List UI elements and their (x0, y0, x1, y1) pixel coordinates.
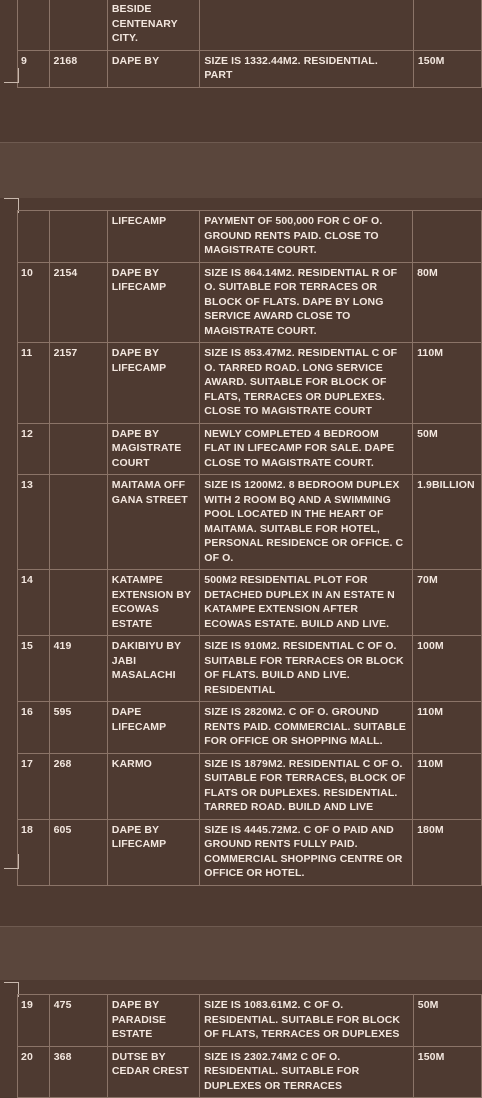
table-row (18, 475, 482, 570)
plot-number-cell (49, 570, 107, 636)
price-cell: 50M (413, 423, 482, 475)
plot-number-cell (49, 211, 107, 263)
price-cell: 100M (413, 636, 482, 702)
serial-number-cell: 14 (18, 570, 50, 636)
plot-number-cell: 605 (49, 819, 107, 885)
location-cell: DAPE LIFECAMP (107, 702, 200, 754)
price-cell: 1.9BILLION (413, 475, 482, 570)
serial-number-cell: 20 (18, 1046, 50, 1098)
price-cell: 110M (413, 702, 482, 754)
price-cell: 80M (413, 262, 482, 343)
page-gap (0, 926, 482, 981)
plot-number-cell: 268 (49, 753, 107, 819)
location-cell: MAITAMA OFF GANA STREET (107, 475, 200, 570)
plot-number-cell: 2154 (49, 262, 107, 343)
plot-number-cell (49, 475, 107, 570)
serial-number-cell (18, 211, 50, 263)
serial-number-cell: 9 (18, 50, 50, 87)
page-gap (0, 142, 482, 199)
price-cell: 50M (413, 995, 481, 1047)
table-row (18, 211, 482, 263)
serial-number-cell (18, 0, 50, 50)
serial-number-cell: 15 (18, 636, 50, 702)
price-cell: 150M (413, 1046, 481, 1098)
location-cell: DAPE BY MAGISTRATE COURT (107, 423, 200, 475)
table-row (18, 423, 482, 475)
description-cell: SIZE IS 910M2. RESIDENTIAL C OF O. SUITABLE FOR TERRACES OR BLOCK OF FLATS. BUILD AND LIVE. RESIDENTIAL (200, 636, 413, 702)
description-cell: SIZE IS 4445.72M2. C OF O PAID AND GROUND RENTS FULLY PAID. COMMERCIAL SHOPPING CENTRE OR OFFICE OR HOTEL. (200, 819, 413, 885)
serial-number-cell: 13 (18, 475, 50, 570)
table-row (18, 753, 482, 819)
location-cell: DUTSE BY CEDAR CREST (107, 1046, 199, 1098)
price-cell: 150M (413, 50, 481, 87)
table-row (18, 1046, 482, 1098)
location-cell: DAPE BY LIFECAMP (107, 819, 200, 885)
plot-number-cell (49, 423, 107, 475)
page-block-middle (0, 198, 482, 879)
page-corner-mark (4, 68, 19, 83)
price-cell: 110M (413, 343, 482, 424)
plot-number-cell: 419 (49, 636, 107, 702)
description-cell: SIZE IS 2302.74M2 C OF O. RESIDENTIAL. SUITABLE FOR DUPLEXES OR TERRACES (200, 1046, 414, 1098)
price-cell: 70M (413, 570, 482, 636)
table-row (18, 0, 482, 50)
description-cell: SIZE IS 1200M2. 8 BEDROOM DUPLEX WITH 2 ROOM BQ AND A SWIMMING POOL LOCATED IN THE HEART OF MAITAMA. SUITABLE FOR HOTEL, PERSONAL RESIDENCE OR OFFICE. C OF O. (200, 475, 413, 570)
plot-number-cell: 595 (49, 702, 107, 754)
description-cell: SIZE IS 1083.61M2. C OF O. RESIDENTIAL. SUITABLE FOR BLOCK OF FLATS, TERRACES OR DUPLEXES (200, 995, 414, 1047)
price-cell (413, 0, 481, 50)
location-cell: DAKIBIYU BY JABI MASALACHI (107, 636, 200, 702)
price-cell: 110M (413, 753, 482, 819)
table-row (18, 262, 482, 343)
location-cell: KATAMPE EXTENSION BY ECOWAS ESTATE (107, 570, 200, 636)
location-cell: KARMO (107, 753, 200, 819)
location-cell: DAPE BY PARADISE ESTATE (107, 995, 199, 1047)
description-cell: 500M2 RESIDENTIAL PLOT FOR DETACHED DUPLEX IN AN ESTATE N KATAMPE EXTENSION AFTER ECOWAS ESTATE. BUILD AND LIVE. (200, 570, 413, 636)
price-cell: 180M (413, 819, 482, 885)
serial-number-cell: 10 (18, 262, 50, 343)
table-row (18, 343, 482, 424)
description-cell: SIZE IS 853.47M2. RESIDENTIAL C OF O. TARRED ROAD. LONG SERVICE AWARD. SUITABLE FOR BLOCK OF FLATS, TERRACES OR DUPLEXES. CLOSE TO MAGISTRATE COURT (200, 343, 413, 424)
serial-number-cell: 11 (18, 343, 50, 424)
description-cell: SIZE IS 2820M2. C OF O. GROUND RENTS PAID. COMMERCIAL. SUITABLE FOR OFFICE OR SHOPPING MALL. (200, 702, 413, 754)
serial-number-cell: 16 (18, 702, 50, 754)
description-cell: NEWLY COMPLETED 4 BEDROOM FLAT IN LIFECAMP FOR SALE. DAPE CLOSE TO MAGISTRATE COURT. (200, 423, 413, 475)
listing-table (17, 0, 482, 88)
page-block-top (0, 0, 482, 86)
location-cell: BESIDE CENTENARY CITY. (107, 0, 200, 50)
table-row (18, 702, 482, 754)
table-row (18, 636, 482, 702)
description-cell (200, 0, 414, 50)
table-row (18, 570, 482, 636)
location-cell: DAPE BY LIFECAMP (107, 262, 200, 343)
description-cell: SIZE IS 1332.44M2. RESIDENTIAL. PART (200, 50, 414, 87)
plot-number-cell (49, 0, 107, 50)
serial-number-cell: 18 (18, 819, 50, 885)
plot-number-cell: 2157 (49, 343, 107, 424)
price-cell (413, 211, 482, 263)
page-block-bottom (0, 980, 482, 1092)
description-cell: SIZE IS 864.14M2. RESIDENTIAL R OF O. SUITABLE FOR TERRACES OR BLOCK OF FLATS. DAPE BY LONG SERVICE AWARD CLOSE TO MAGISTRATE COURT. (200, 262, 413, 343)
table-row (18, 819, 482, 885)
listing-table (17, 210, 482, 886)
table-row (18, 995, 482, 1047)
table-row (18, 50, 482, 87)
serial-number-cell: 19 (18, 995, 50, 1047)
plot-number-cell: 475 (49, 995, 107, 1047)
listing-table (17, 994, 482, 1098)
page-corner-mark (4, 854, 19, 869)
location-cell: LIFECAMP (107, 211, 200, 263)
serial-number-cell: 17 (18, 753, 50, 819)
description-cell: SIZE IS 1879M2. RESIDENTIAL C OF O. SUITABLE FOR TERRACES, BLOCK OF FLATS OR DUPLEXES. RESIDENTIAL. TARRED ROAD. BUILD AND LIVE (200, 753, 413, 819)
serial-number-cell: 12 (18, 423, 50, 475)
plot-number-cell: 368 (49, 1046, 107, 1098)
location-cell: DAPE BY (107, 50, 200, 87)
description-cell: PAYMENT OF 500,000 FOR C OF O. GROUND RENTS PAID. CLOSE TO MAGISTRATE COURT. (200, 211, 413, 263)
location-cell: DAPE BY LIFECAMP (107, 343, 200, 424)
plot-number-cell: 2168 (49, 50, 107, 87)
